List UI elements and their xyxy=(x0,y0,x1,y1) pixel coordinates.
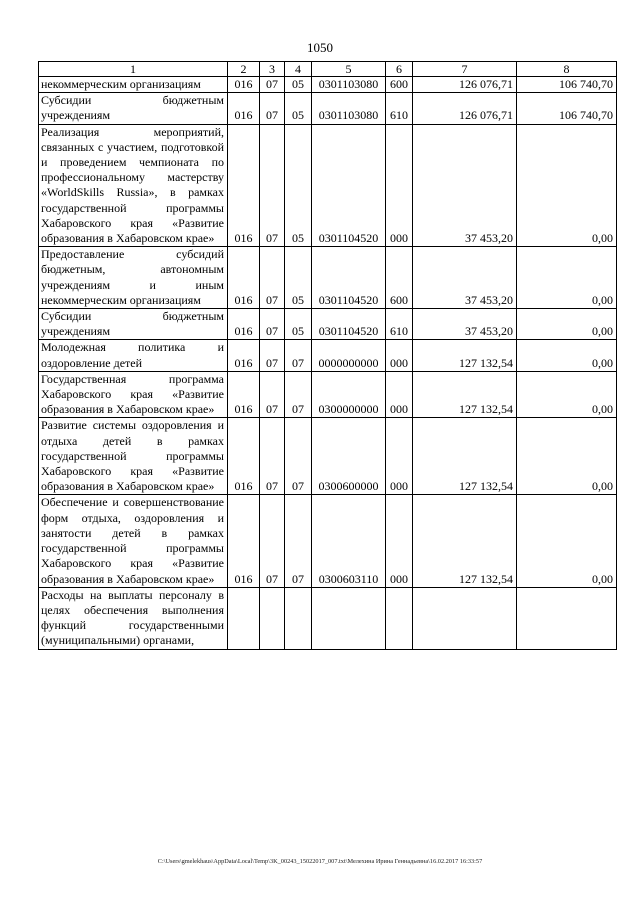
row-type-cell: 000 xyxy=(386,418,413,495)
row-type-cell: 000 xyxy=(386,495,413,587)
header-cell: 8 xyxy=(517,62,617,77)
row-section-cell: 07 xyxy=(260,77,285,93)
row-subsection-cell: 07 xyxy=(285,495,312,587)
row-amount-cell: 126 076,71 xyxy=(413,93,517,124)
row-code-cell: 016 xyxy=(228,93,260,124)
header-cell: 2 xyxy=(228,62,260,77)
header-cell: 1 xyxy=(39,62,228,77)
row-target-cell: 0301104520 xyxy=(312,124,386,247)
row-amount-cell: 127 132,54 xyxy=(413,371,517,418)
row-type-cell: 600 xyxy=(386,77,413,93)
row-amount2-cell xyxy=(517,587,617,649)
row-name-cell: Предоставление субсидий бюджетным, автономным учреждениям и иным некоммерческим организациям xyxy=(39,247,228,309)
row-amount-cell: 37 453,20 xyxy=(413,309,517,340)
row-type-cell xyxy=(386,587,413,649)
row-subsection-cell: 05 xyxy=(285,124,312,247)
row-amount2-cell: 0,00 xyxy=(517,371,617,418)
table-row xyxy=(39,309,617,340)
row-amount-cell: 127 132,54 xyxy=(413,495,517,587)
header-cell: 3 xyxy=(260,62,285,77)
row-section-cell: 07 xyxy=(260,93,285,124)
row-name-cell: Субсидии бюджетным учреждениям xyxy=(39,309,228,340)
row-amount2-cell: 106 740,70 xyxy=(517,77,617,93)
row-amount2-cell: 0,00 xyxy=(517,309,617,340)
table-row xyxy=(39,340,617,371)
row-amount-cell xyxy=(413,587,517,649)
row-target-cell: 0301104520 xyxy=(312,247,386,309)
row-amount-cell: 126 076,71 xyxy=(413,77,517,93)
row-type-cell: 610 xyxy=(386,309,413,340)
row-name-cell: Развитие системы оздоровления и отдыха детей в рамках государственной программы Хабаровского края «Развитие образования в Хабаровском крае» xyxy=(39,418,228,495)
row-target-cell: 0300603110 xyxy=(312,495,386,587)
row-amount-cell: 37 453,20 xyxy=(413,124,517,247)
row-name-cell: некоммерческим организациям xyxy=(39,77,228,93)
row-section-cell xyxy=(260,587,285,649)
row-type-cell: 000 xyxy=(386,124,413,247)
row-name-cell: Обеспечение и совершенствование форм отдыха, оздоровления и занятости детей в рамках государственной программы Хабаровского края «Развитие образования в Хабаровском крае» xyxy=(39,495,228,587)
row-section-cell: 07 xyxy=(260,495,285,587)
row-section-cell: 07 xyxy=(260,124,285,247)
row-amount-cell: 37 453,20 xyxy=(413,247,517,309)
row-name-cell: Государственная программа Хабаровского края «Развитие образования в Хабаровском крае» xyxy=(39,371,228,418)
table-row xyxy=(39,587,617,649)
row-name-cell: Реализация мероприятий, связанных с участием, подготовкой и проведением чемпионата по профессиональному мастерству «WorldSkills Russia», в рамках государственной программы Хабаровского края «Развитие образования в Хабаровском крае» xyxy=(39,124,228,247)
row-amount2-cell: 106 740,70 xyxy=(517,93,617,124)
row-target-cell: 0301104520 xyxy=(312,309,386,340)
row-code-cell: 016 xyxy=(228,309,260,340)
row-name-cell: Молодежная политика и оздоровление детей xyxy=(39,340,228,371)
header-row xyxy=(39,62,617,77)
row-amount2-cell: 0,00 xyxy=(517,418,617,495)
row-target-cell: 0301103080 xyxy=(312,93,386,124)
row-code-cell: 016 xyxy=(228,247,260,309)
row-amount2-cell: 0,00 xyxy=(517,495,617,587)
row-type-cell: 610 xyxy=(386,93,413,124)
row-section-cell: 07 xyxy=(260,247,285,309)
table-row xyxy=(39,495,617,587)
row-amount2-cell: 0,00 xyxy=(517,124,617,247)
row-amount-cell: 127 132,54 xyxy=(413,418,517,495)
row-name-cell: Субсидии бюджетным учреждениям xyxy=(39,93,228,124)
table-row xyxy=(39,77,617,93)
row-code-cell: 016 xyxy=(228,495,260,587)
row-code-cell: 016 xyxy=(228,340,260,371)
row-target-cell: 0300000000 xyxy=(312,371,386,418)
row-subsection-cell: 07 xyxy=(285,371,312,418)
row-code-cell: 016 xyxy=(228,371,260,418)
row-type-cell: 000 xyxy=(386,371,413,418)
row-code-cell: 016 xyxy=(228,124,260,247)
row-subsection-cell: 07 xyxy=(285,418,312,495)
row-subsection-cell: 05 xyxy=(285,77,312,93)
row-subsection-cell: 05 xyxy=(285,309,312,340)
row-code-cell: 016 xyxy=(228,418,260,495)
row-code-cell: 016 xyxy=(228,77,260,93)
row-name-cell: Расходы на выплаты персоналу в целях обеспечения выполнения функций государственными (муниципальными) органами, xyxy=(39,587,228,649)
row-section-cell: 07 xyxy=(260,418,285,495)
row-type-cell: 000 xyxy=(386,340,413,371)
header-cell: 6 xyxy=(386,62,413,77)
row-section-cell: 07 xyxy=(260,371,285,418)
row-target-cell: 0300600000 xyxy=(312,418,386,495)
row-section-cell: 07 xyxy=(260,309,285,340)
row-subsection-cell: 05 xyxy=(285,93,312,124)
row-amount2-cell: 0,00 xyxy=(517,340,617,371)
table-row xyxy=(39,418,617,495)
table-row xyxy=(39,371,617,418)
row-subsection-cell: 05 xyxy=(285,247,312,309)
row-target-cell: 0301103080 xyxy=(312,77,386,93)
row-target-cell: 0000000000 xyxy=(312,340,386,371)
row-target-cell xyxy=(312,587,386,649)
table-row xyxy=(39,93,617,124)
row-section-cell: 07 xyxy=(260,340,285,371)
table-row xyxy=(39,124,617,247)
footer-path: C:\Users\gmelekhaus\AppData\Local\Temp\3K_00243_15022017_007.txt\Мелехина Ирина Геннадьевна\16.02.2017 16:33:57 xyxy=(157,858,483,865)
row-subsection-cell xyxy=(285,587,312,649)
row-amount-cell: 127 132,54 xyxy=(413,340,517,371)
header-cell: 7 xyxy=(413,62,517,77)
row-amount2-cell: 0,00 xyxy=(517,247,617,309)
header-cell: 5 xyxy=(312,62,386,77)
header-cell: 4 xyxy=(285,62,312,77)
row-code-cell xyxy=(228,587,260,649)
row-subsection-cell: 07 xyxy=(285,340,312,371)
table-row xyxy=(39,247,617,309)
row-type-cell: 600 xyxy=(386,247,413,309)
budget-table xyxy=(38,61,617,650)
page-number: 1050 xyxy=(307,40,333,55)
